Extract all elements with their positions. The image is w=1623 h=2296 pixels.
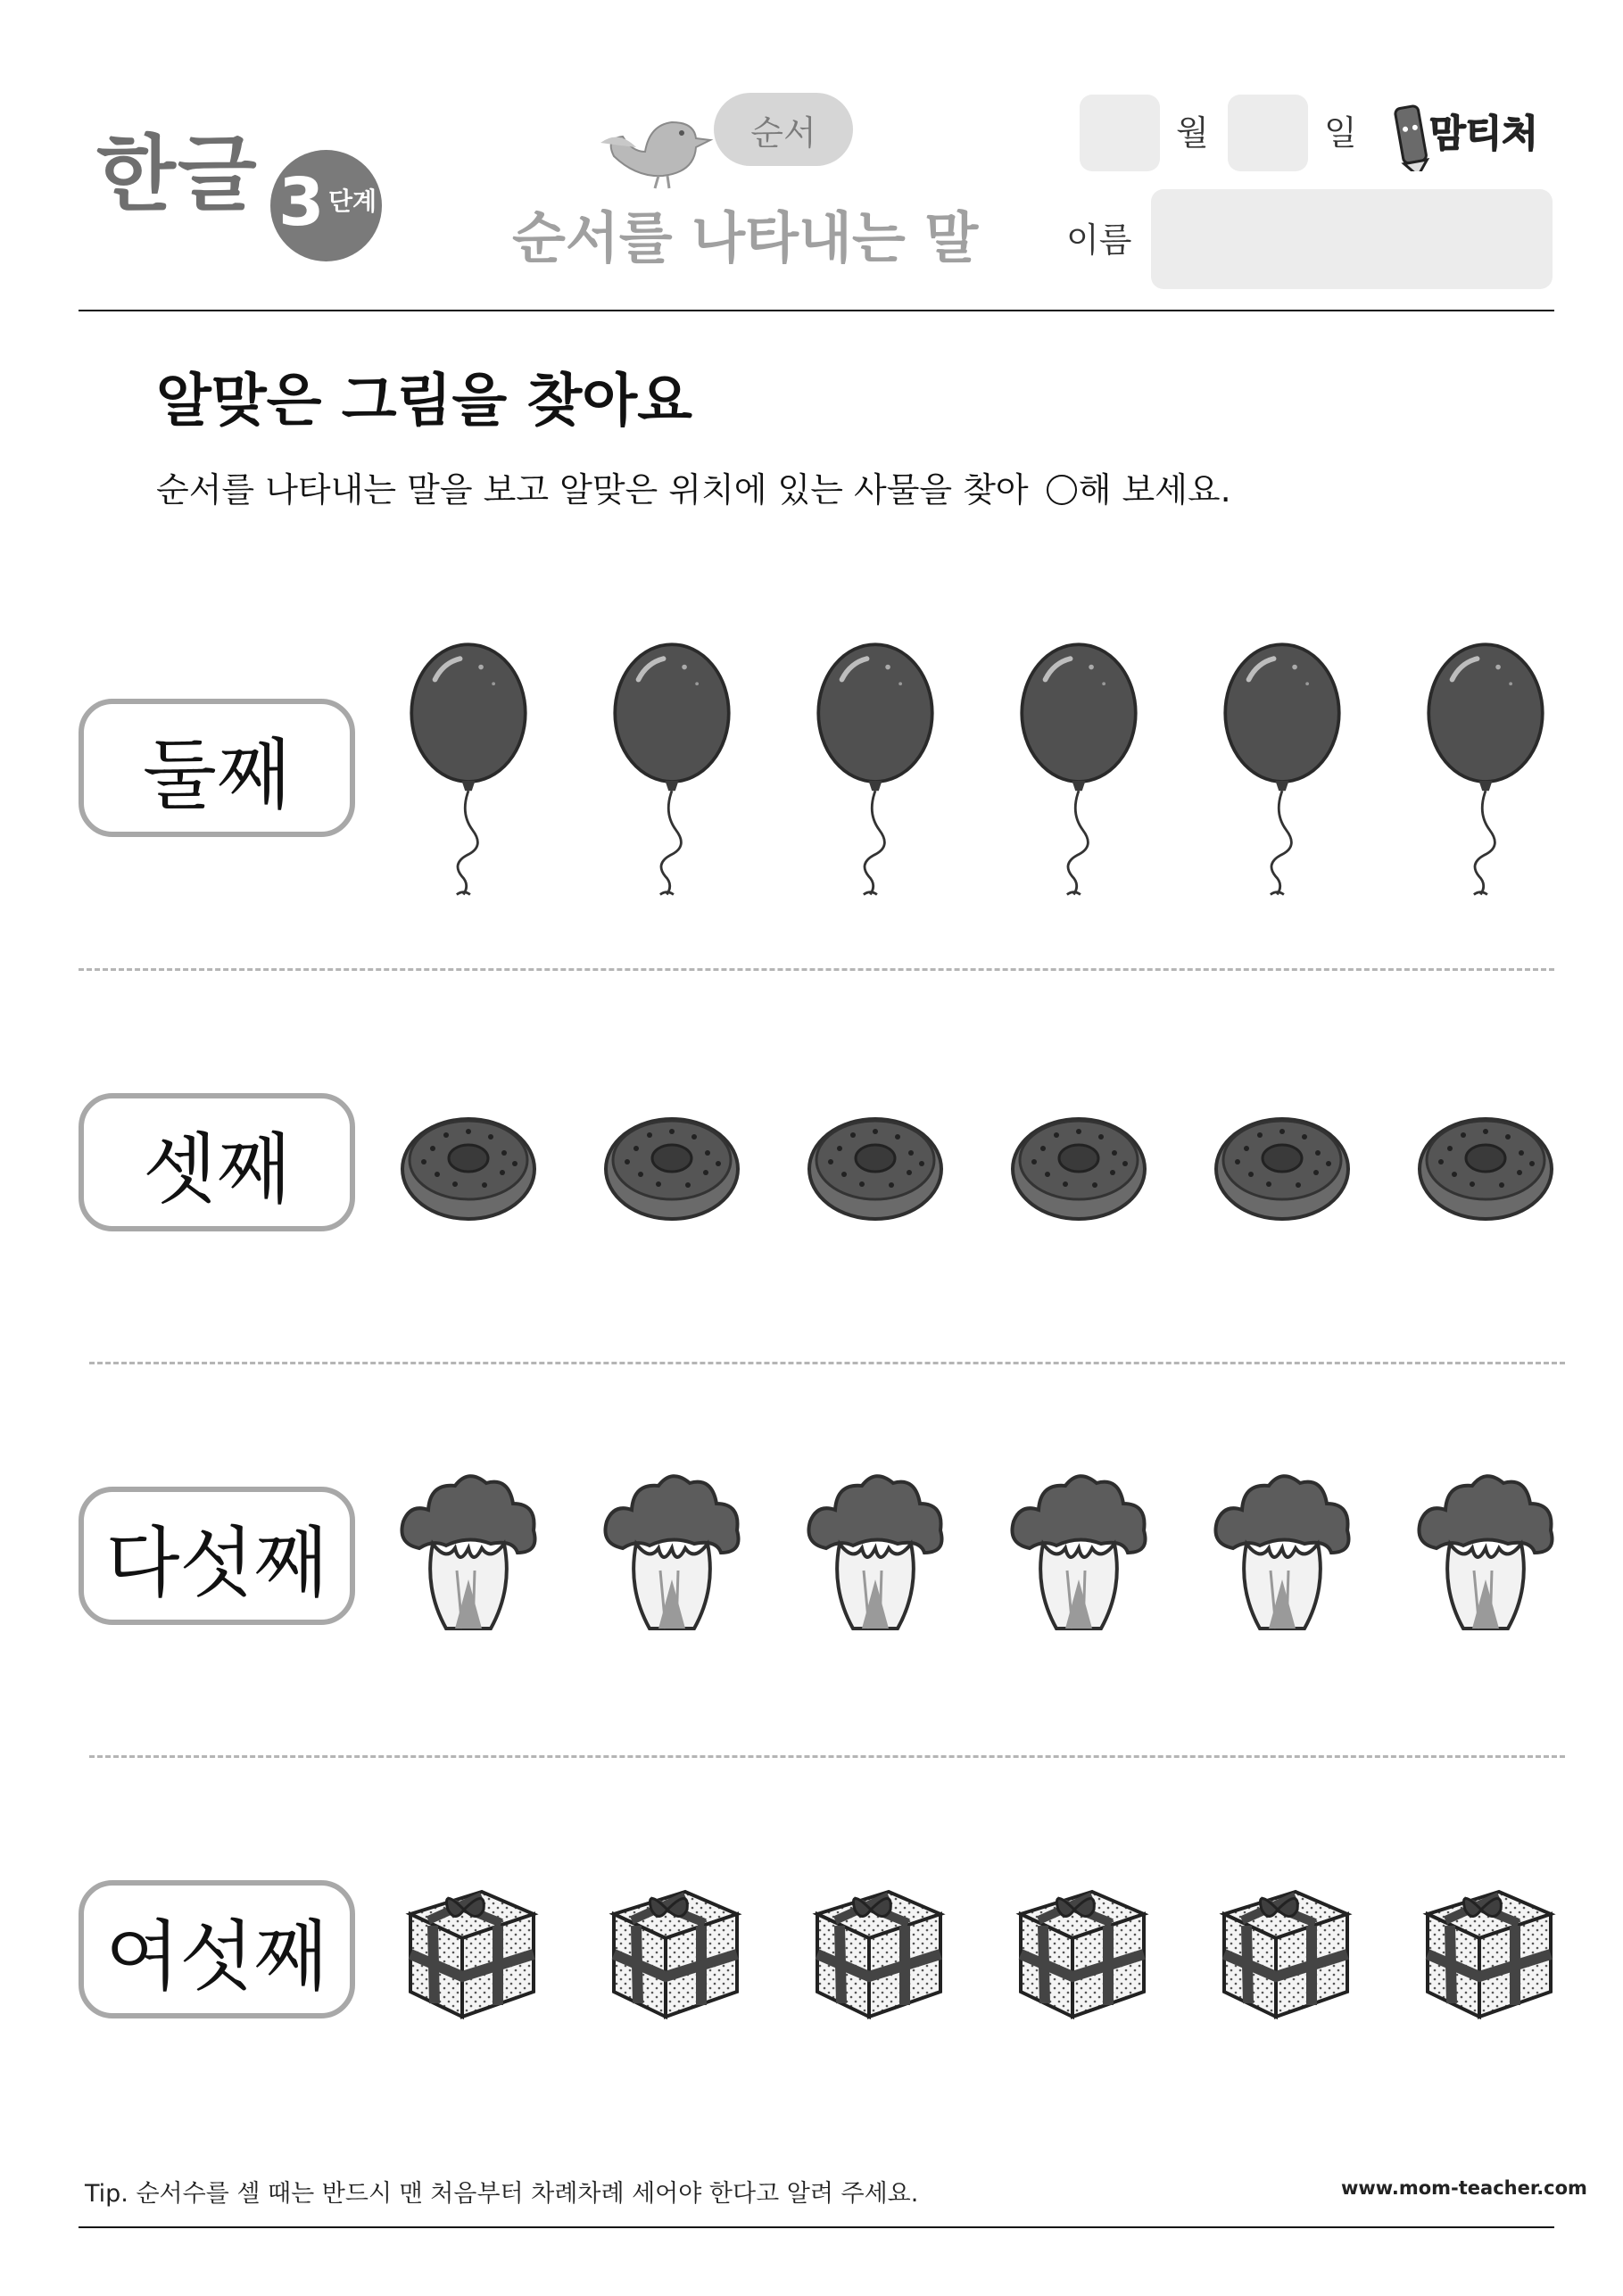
gift-box-icon[interactable]: [1206, 1874, 1358, 2026]
footer-tip: Tip. 순서수를 셀 때는 반드시 맨 처음부터 차례차례 세어야 한다고 알려 주세요.: [85, 2180, 919, 2208]
gift-box-icon[interactable]: [393, 1874, 544, 2026]
cabbage-icon[interactable]: [799, 1463, 951, 1642]
donut-icon[interactable]: [1410, 1099, 1561, 1224]
level-number: 3: [278, 164, 325, 241]
balloon-icon[interactable]: [1410, 634, 1561, 901]
balloon-icon[interactable]: [393, 634, 544, 901]
day-input[interactable]: [1228, 95, 1308, 171]
balloon-icon[interactable]: [799, 634, 951, 901]
donut-icon[interactable]: [1206, 1099, 1358, 1224]
footer-divider: [79, 2226, 1554, 2228]
topic-pill: 순서: [714, 93, 853, 166]
cabbage-icon[interactable]: [596, 1463, 748, 1642]
brand-logo: [1387, 91, 1556, 171]
ordinal-label-third: 셋째: [79, 1093, 355, 1231]
balloon-icon[interactable]: [1206, 634, 1358, 901]
brand-text: 맘티처: [1429, 112, 1538, 155]
page-subtitle: 순서를 나타내는 말: [512, 205, 979, 270]
footer-website: www.mom-teacher.com: [1341, 2177, 1587, 2199]
header-divider: [79, 310, 1554, 311]
month-label: 월: [1176, 113, 1209, 153]
gift-box-icon[interactable]: [1003, 1874, 1155, 2026]
logo-text: 한글: [96, 127, 259, 222]
donut-icon[interactable]: [799, 1099, 951, 1224]
ordinal-label-second: 둘째: [79, 699, 355, 837]
balloon-icon[interactable]: [1003, 634, 1155, 901]
cabbage-icon[interactable]: [393, 1463, 544, 1642]
gift-box-icon[interactable]: [1410, 1874, 1561, 2026]
ordinal-label-sixth: 여섯째: [79, 1880, 355, 2018]
circle-mark-icon: [1047, 475, 1077, 505]
instruction-text-after: 해 보세요.: [1078, 470, 1231, 510]
instruction-text-before: 순서를 나타내는 말을 보고 알맞은 위치에 있는 사물을 찾아: [156, 470, 1039, 510]
balloon-icon[interactable]: [596, 634, 748, 901]
name-label: 이름: [1066, 220, 1132, 260]
cabbage-icon[interactable]: [1206, 1463, 1358, 1642]
name-input[interactable]: [1151, 189, 1553, 289]
level-label: 단계: [328, 186, 377, 216]
bird-icon: [596, 103, 721, 192]
row-divider: [79, 968, 1554, 971]
donut-icon[interactable]: [1003, 1099, 1155, 1224]
month-input[interactable]: [1080, 95, 1160, 171]
day-label: 일: [1324, 113, 1357, 153]
activity-instruction: [156, 470, 1231, 510]
donut-icon[interactable]: [596, 1099, 748, 1224]
ordinal-label-fifth: 다섯째: [79, 1487, 355, 1625]
activity-title: 알맞은 그림을 찾아요: [156, 369, 692, 435]
gift-box-icon[interactable]: [596, 1874, 748, 2026]
cabbage-icon[interactable]: [1003, 1463, 1155, 1642]
donut-icon[interactable]: [393, 1099, 544, 1224]
cabbage-icon[interactable]: [1410, 1463, 1561, 1642]
row-divider: [89, 1755, 1565, 1758]
row-divider: [89, 1362, 1565, 1364]
gift-box-icon[interactable]: [799, 1874, 951, 2026]
